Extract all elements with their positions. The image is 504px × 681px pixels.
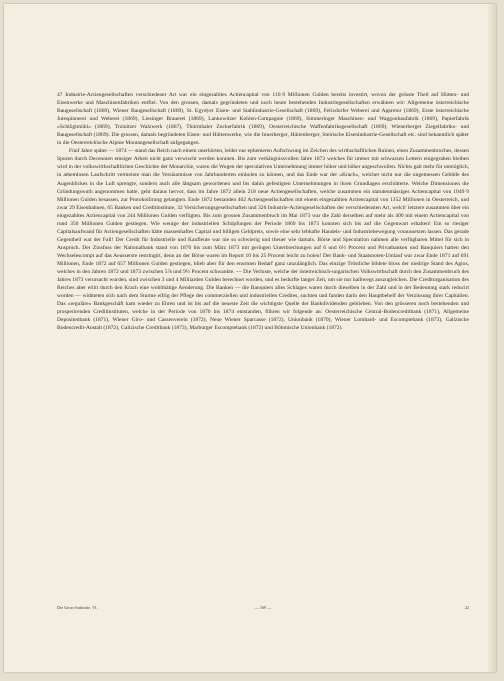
paragraph-industry-companies: 47 Industrie-Actiengesellschaften verschiedener Art war ein eingezahltes Actiencapital von 116·9 Millionen Gulden bereits investirt, wovon der grösste Theil auf Hütten- und Eisenwerke und Maschinenfabriken entfiel. Von den grossen, damals gegründeten und noch heute bestehenden Industriegesellschaften erwähnen wir: Allgemeine österreichische Baugesellschaft (1869), Wiener Baugesellschaft (1869), St. Egydyer Eisen- und Stahlindustrie-Gesellschaft (1869), Felixdorfer Weberei und Appretur (1869), Erste österreichische Jutespinnerei und Weberei (1869), Liesinger Brauerei (1869), Lankowitzer Kohlen-Compagnie (1869), Simmeringer Maschinen- und Waggonbaufabrik (1869), Papierfabrik »Schlöglmühl« (1869), Trzinitzer Walzwerk (1867), Thürmhaler Zuckerfabrik (1869), Oesterreichische Waffenfabriksgesellschaft (1869), Wienerberger Ziegelfabriks- und Baugesellschaft (1869). Die grossen, damals begründeten Eisen- und Hüttenwerke, wie die Innerberger, Hüttenberger, Steirische Eisenindustrie-Gesellschaft etc. sind bekanntlich später in die Oesterreichische Alpine Montangesellschaft aufgegangen. (57, 92, 469, 147)
paragraph-crash-1873: Fünf Jahre später — 1874 — stand das Reich nach einem unerhörten, leider nur ephemeren Aufschwung im Zeichen des wirthschaftlichen Ruinen, eines Zusammenbruches, dessen Spuren durch Decennien emsiger Arbeit nicht ganz verwischt werden konnten. Bis zum verhängnissvollen Jahre 1873 welches für immer mit schwarzen Lettern eingegraben bleiben wird in der volkswirthschaftlichen Geschichte der Monarchie, waren die Wogen der speculativen Unternehmung immer höher und höher angeschwollen. Nichts galt mehr für unmöglich, in athemlosen Laufschritt vermeinte man die Versäumnisse von Jahrhunderten einholen zu können, und das Ende war der »Krach«, welcher nicht nur die ungemessen Gebilde des Augenblickes in die Luft sprengte, sondern auch alle längsam gewordenen und bis dahin gefestigten Unternehmungen in ihren Grundlagen erschütterte. Welche Dimensionen die Gründungswuth angenommen hatte, geht daraus hervor, dass im Jahre 1872 allein 218 neue Actiengesellschaften, welche zusammen ein statutenmässiges Actiencapital von 1049·9 Millionen Gulden besassen, zur Protokollirung gelangten. Ende 1872 bestanden 462 Actiengesellschaften mit einem eingezahlten Actiencapital von 1352 Millionen in Oesterreich, und zwar 29 Eisenbahnen, 65 Banken und Creditinstitute, 32 Versicherungsgesellschaften und 326 Industrie-Actiengesellschaften der verschiedensten Art, welch' letztere zusammen über ein eingezahltes Actiencapital von 244 Millionen Gulden verfügten. Bis zum grossen Zusammenbruch im Mai 1873 war die Zahl derselben auf mehr als 400 mit einem Actiencapital von rund 350 Millionen Gulden gestiegen. Wie wenige der industriellen Schöpfungen der Periode 1869 bis 1873 konnten sich bis auf die Gegenwart erhalten! Ein so riesiger Capitalsaufwand für Actiengesellschaften hätte massenhaftes Capital und billigen Geldpreis, sowie eine sehr lebhafte Handels- und Industriebewegung voraussetzen lassen. Das gerade Gegentheil war der Fall! Der Credit für Industrielle und Kaufleute war nie so schwierig und theuer wie damals. Börse und Speculation nahmen alle verfügbaren Mittel für sich in Anspruch. Der Zinsfuss der Nationalbank stand von 1870 bis zum März 1873 mit geringen Unterbrechungen auf 6 und 6½ Procent und Privatbanken und Banquiers hatten den Wechselescompt auf das Aeusserste restringirt, denn an der Börse waren im Report 10 bis 25 Procent leicht zu holen! Der Bank- und Staatsnoten-Umlauf war zwar Ende 1871 auf 691 Millionen, Ende 1872 auf 657 Millionen Gulden gestiegen, blieb aber für den enormen Bedarf ganz unzulänglich. Das einzige Tröstliche bildete bloss der niedrige Stand des Agios, welches in den Jahren 1872 und 1873 zwischen 5⅞ und 9½ Procent schwankte. — Die Verluste, welche der österreichisch-ungarischen Volkswirthschaft durch den Zusammenbruch des Jahres 1873 verursacht wurden, sind zwischen 3 und 4 Milliarden Gulden berechnet worden, und es bedurfte langer Zeit, um sie nur halbwegs auszugleichen. Die Creditorganisation des Reiches aber erlitt durch den Krach eine wohlthätige Aenderung. Die Banken — die Banquiers alles Schlages waren durch dieselben in der Zahl und in der Bedeutung stark reducirt worden — widmeten sich nach dem Sturme eifrig der Pflege des commerziellen und industriellen Credites, suchten und fanden darin den Hauptbehelf der Verzinsung ihrer Capitalien. Das »reguläre« Bankgeschäft kam wieder zu Ehren und ist bis auf die neueste Zeit die wichtigste Quelle der Bankdividenden geblieben. Von den grösseren noch bestehenden und prosperirenden Creditinstituten, welche in der Periode von 1870 bis 1874 entstanden, führen wir folgende an: Oesterreichische Central-Bodencreditbank (1871), Allgemeine Depositenbank (1871), Wiener Giro- und Cassenverein (1872), Neue Wiener Sparcasse (1872), Unionbank (1870), Wiener Lombard- und Escomptebank (1873), Galizische Bodencredit-Anstalt (1872), Galizische Creditbank (1873), Marburger Escomptebank (1872) und Böhmische Unionbank (1872). (57, 148, 469, 332)
page-number: — 169 — (254, 605, 272, 610)
footer-signature: Die Gross-Industrie. VI. (57, 605, 98, 610)
body-text (57, 91, 469, 332)
page-edge-shadow (488, 4, 496, 672)
footer-sheet-mark: 22 (464, 605, 469, 610)
page-footer (57, 605, 469, 615)
book-page (4, 4, 496, 672)
